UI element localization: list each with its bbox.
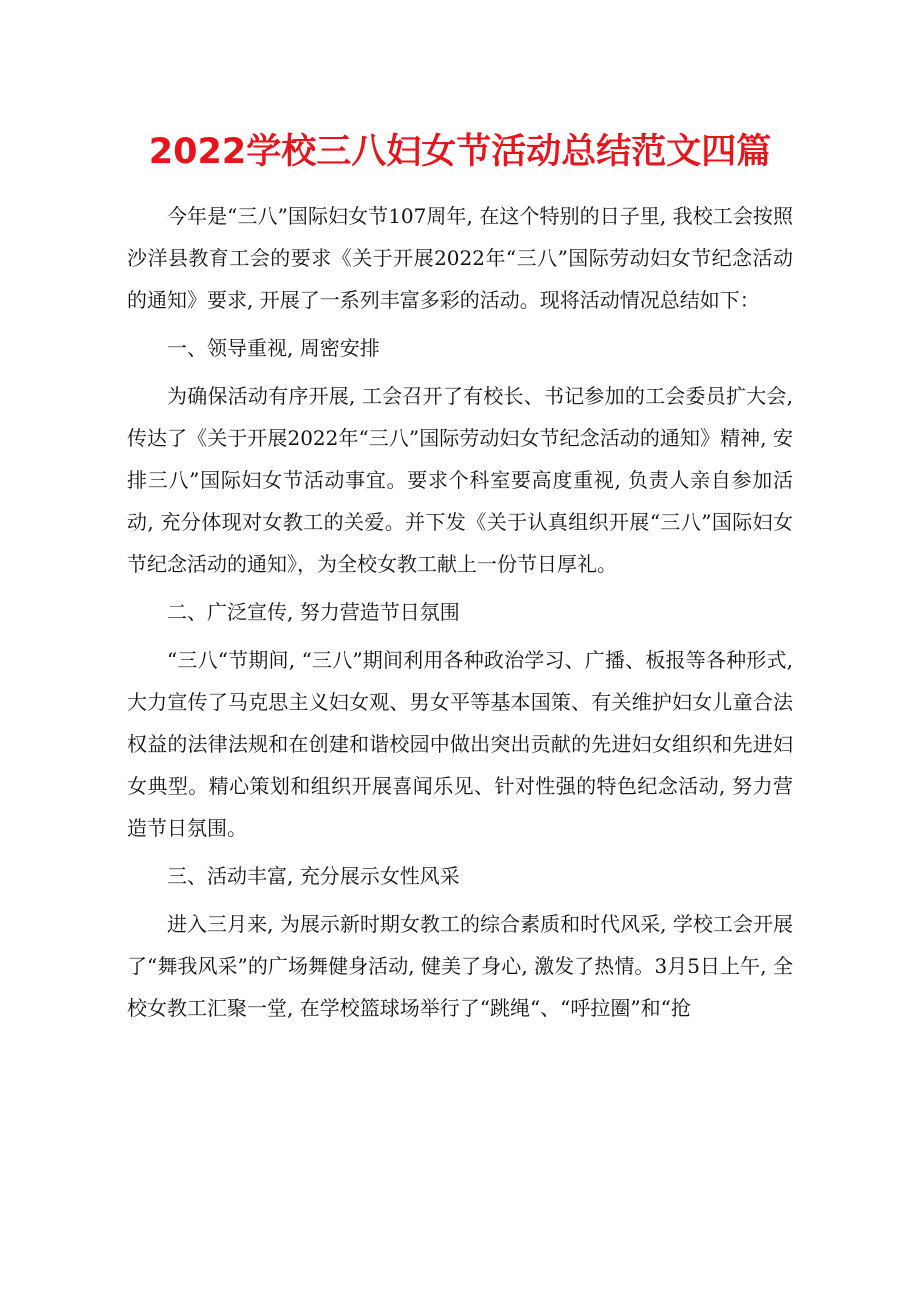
- section-2-paragraph: “三八“节期间, “三八”期间利用各种政治学习、广播、板报等各种形式, 大力宣传了马克思主义妇女观、男女平等基本国策、有关维护妇女儿童合法权益的法律法规和在创建和谐校园中做出突出贡献的先进妇女组织和先进妇女典型。精心策划和组织开展喜闻乐见、针对性强的特色纪念活动, 努力营造节日氛围。: [127, 648, 793, 840]
- section-1-paragraph: 为确保活动有序开展, 工会召开了有校长、书记参加的工会委员扩大会, 传达了《关于开展2022年“三八”国际劳动妇女节纪念活动的通知》精神, 安排三八”国际妇女节活动事宜。要求个科室要高度重视, 负责人亲自参加活动, 充分体现对女教工的关爱。并下发《关于认真组织开展“三八”国际妇女节纪念活动的通知》，为全校女教工献上一份节日厚礼。: [127, 384, 793, 576]
- document-body: [127, 195, 793, 1035]
- document-title: 2022学校三八妇女节活动总结范文四篇: [148, 132, 772, 172]
- section-3-paragraph: 进入三月来, 为展示新时期女教工的综合素质和时代风采, 学校工会开展了“舞我风采”的广场舞健身活动, 健美了身心, 激发了热情。3月5日上午, 全校女教工汇聚一堂, 在学校篮球场举行了“跳绳“、“呼拉圈”和“抢: [127, 912, 793, 1020]
- section-heading-2: 二、广泛宣传, 努力营造节日氛围: [167, 600, 460, 624]
- section-heading-1: 一、领导重视, 周密安排: [167, 336, 380, 360]
- intro-paragraph: 今年是“三八”国际妇女节107周年, 在这个特别的日子里, 我校工会按照沙洋县教育工会的要求《关于开展2022年“三八”国际劳动妇女节纪念活动的通知》要求, 开展了一系列丰富多彩的活动。现将活动情况总结如下：: [127, 204, 793, 312]
- section-heading-3: 三、活动丰富, 充分展示女性风采: [167, 864, 460, 888]
